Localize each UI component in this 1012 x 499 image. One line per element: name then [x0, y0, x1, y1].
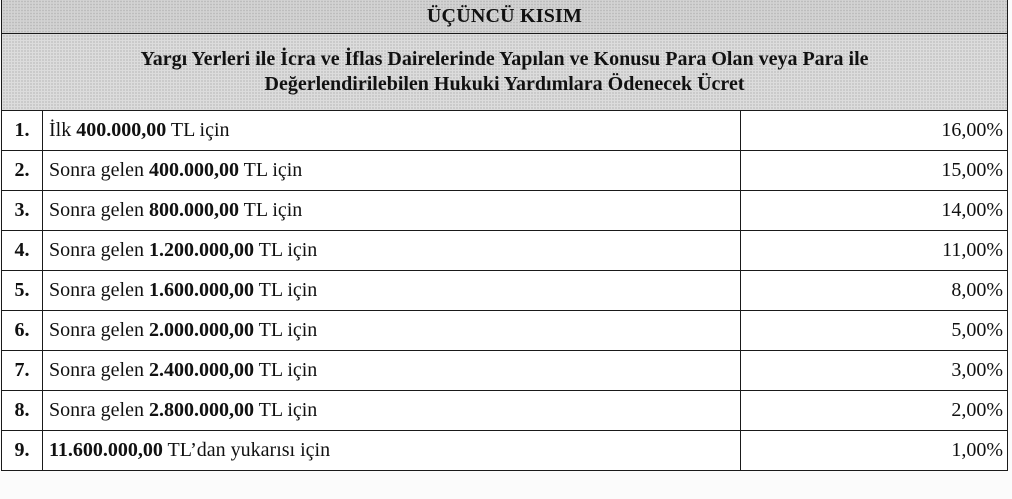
row-suffix: TL için — [253, 239, 318, 261]
table-row — [2, 311, 1008, 351]
row-amount: 400.000,00 — [148, 159, 239, 181]
row-description — [43, 391, 741, 431]
row-amount: 1.200.000,00 — [148, 239, 254, 261]
row-amount: 800.000,00 — [148, 199, 239, 221]
row-prefix: Sonra gelen — [49, 239, 149, 261]
row-description — [43, 111, 741, 151]
row-description — [43, 271, 741, 311]
row-rate: 3,00% — [741, 351, 1008, 391]
row-description — [43, 231, 741, 271]
row-number: 9. — [2, 431, 43, 471]
row-suffix: TL için — [253, 399, 318, 421]
row-number: 7. — [2, 351, 43, 391]
table-row — [2, 351, 1008, 391]
row-rate: 11,00% — [741, 231, 1008, 271]
row-amount: 2.800.000,00 — [148, 399, 254, 421]
row-amount: 11.600.000,00 — [49, 439, 163, 461]
table-row — [2, 151, 1008, 191]
row-number: 8. — [2, 391, 43, 431]
row-number: 3. — [2, 191, 43, 231]
row-rate: 16,00% — [741, 111, 1008, 151]
row-prefix: Sonra gelen — [49, 279, 149, 301]
row-amount: 400.000,00 — [76, 119, 167, 141]
row-description — [43, 151, 741, 191]
row-description — [43, 351, 741, 391]
row-description — [43, 311, 741, 351]
row-prefix: İlk — [49, 119, 77, 141]
section-title-row — [2, 0, 1008, 34]
row-amount: 2.400.000,00 — [148, 359, 254, 381]
section-title: ÜÇÜNCÜ KISIM — [2, 0, 1008, 34]
row-number: 4. — [2, 231, 43, 271]
row-prefix: Sonra gelen — [49, 199, 149, 221]
row-prefix: Sonra gelen — [49, 359, 149, 381]
row-suffix: TL için — [238, 199, 303, 221]
row-rate: 15,00% — [741, 151, 1008, 191]
row-prefix: Sonra gelen — [49, 159, 149, 181]
table-row — [2, 231, 1008, 271]
row-amount: 1.600.000,00 — [148, 279, 254, 301]
row-suffix: TL’dan yukarısı için — [162, 439, 331, 461]
row-suffix: TL için — [253, 279, 318, 301]
table-row — [2, 111, 1008, 151]
table-row — [2, 391, 1008, 431]
row-number: 2. — [2, 151, 43, 191]
row-number: 1. — [2, 111, 43, 151]
row-prefix: Sonra gelen — [49, 319, 149, 341]
fee-table — [1, 0, 1008, 471]
table-row — [2, 191, 1008, 231]
row-rate: 5,00% — [741, 311, 1008, 351]
row-rate: 1,00% — [741, 431, 1008, 471]
row-amount: 2.000.000,00 — [148, 319, 254, 341]
row-suffix: TL için — [166, 119, 230, 141]
table-heading-line-1: Yargı Yerleri ile İcra ve İflas Dairelerinde Yapılan ve Konusu Para Olan veya Para ile — [140, 48, 869, 70]
row-description — [43, 431, 741, 471]
row-suffix: TL için — [253, 359, 318, 381]
row-suffix: TL için — [253, 319, 318, 341]
row-suffix: TL için — [238, 159, 303, 181]
table-heading-line-2: Değerlendirilebilen Hukuki Yardımlara Ödenecek Ücret — [264, 73, 745, 95]
table-row — [2, 431, 1008, 471]
table-row — [2, 271, 1008, 311]
row-prefix: Sonra gelen — [49, 399, 149, 421]
row-rate: 8,00% — [741, 271, 1008, 311]
row-rate: 2,00% — [741, 391, 1008, 431]
row-number: 6. — [2, 311, 43, 351]
table-heading-row — [2, 34, 1008, 111]
row-number: 5. — [2, 271, 43, 311]
row-description — [43, 191, 741, 231]
row-rate: 14,00% — [741, 191, 1008, 231]
table-heading — [2, 34, 1008, 111]
